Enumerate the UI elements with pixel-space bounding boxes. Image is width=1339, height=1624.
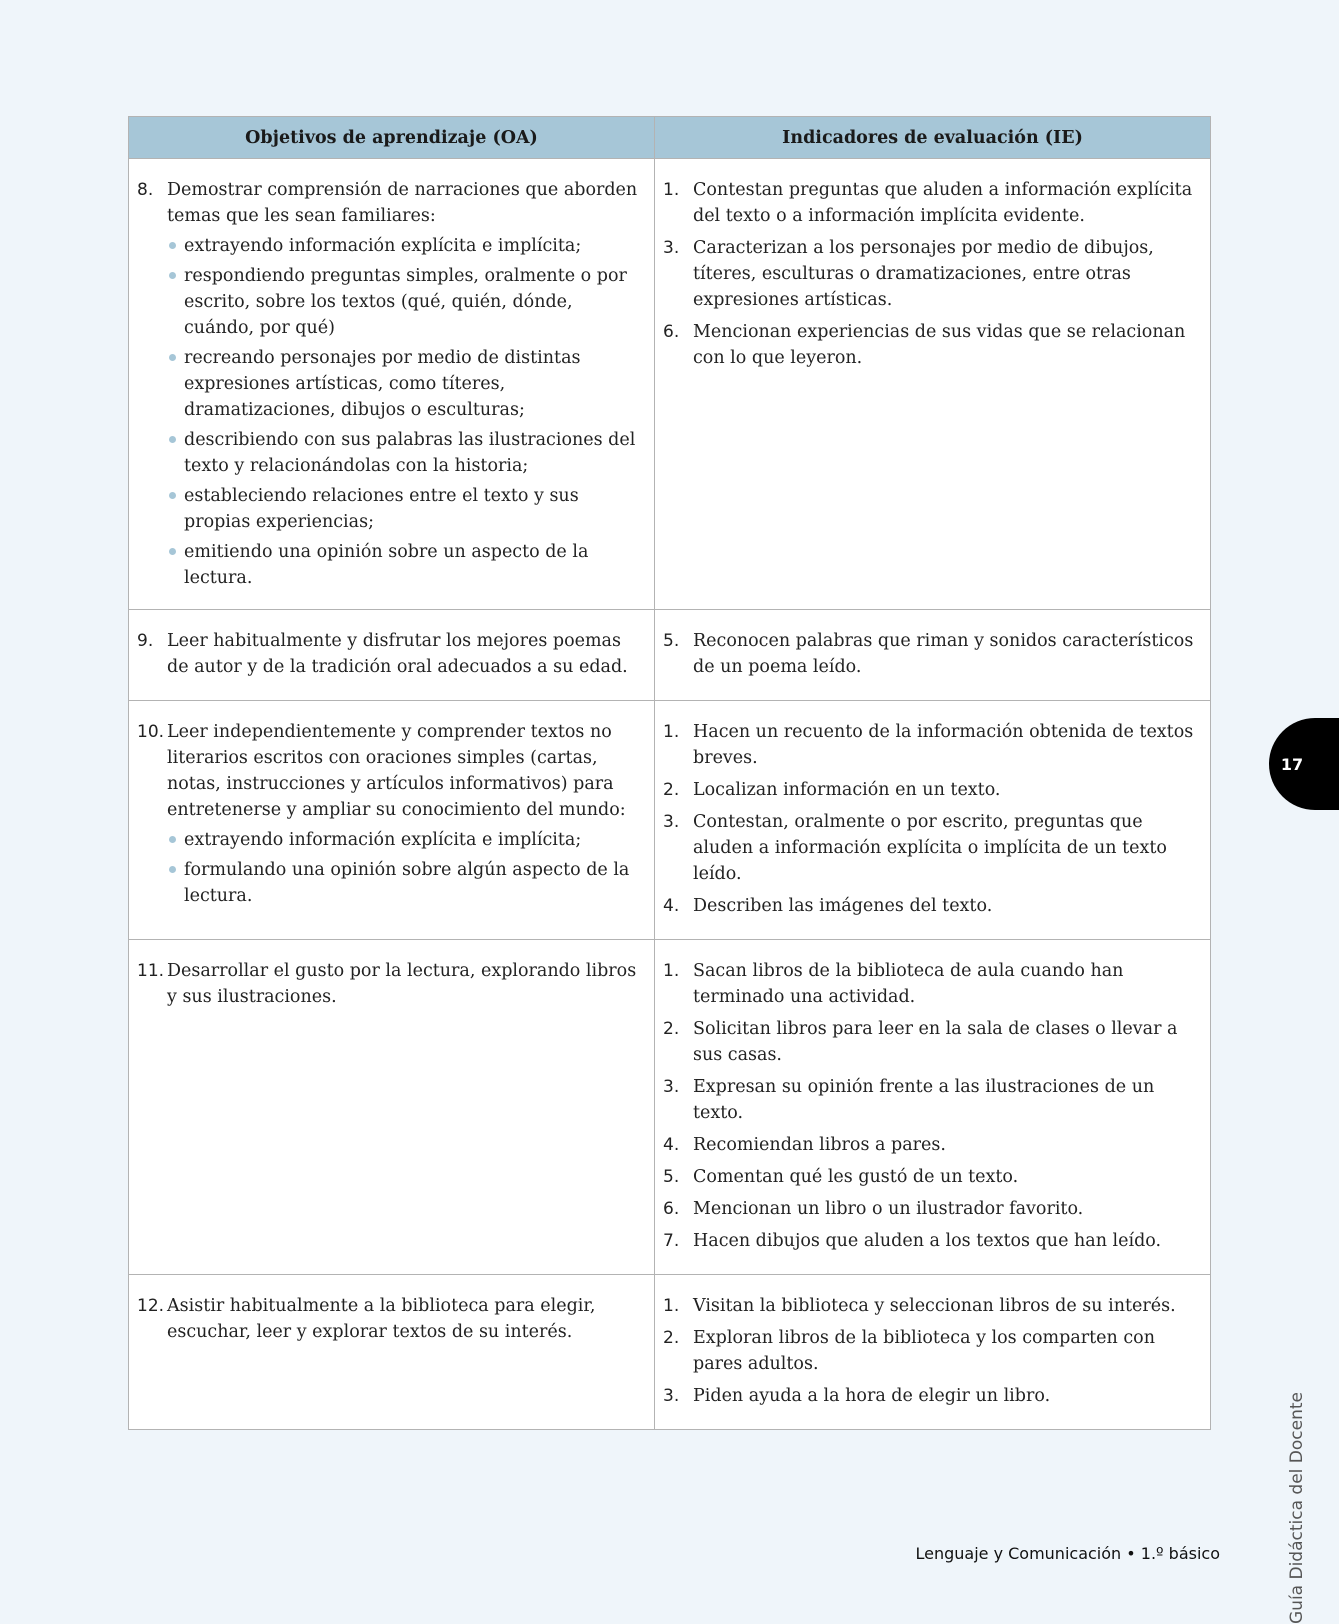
indicator-text: Hacen un recuento de la información obtenida de textos breves. <box>693 722 1194 768</box>
table-row <box>129 701 1211 940</box>
table-row <box>129 940 1211 1275</box>
indicator-list <box>663 628 1204 680</box>
indicator-text: Caracterizan a los personajes por medio de dibujos, títeres, esculturas o dramatizaciones, entre otras expresiones artísticas. <box>693 238 1154 310</box>
objective-number: 11. <box>137 961 165 981</box>
indicator-item <box>663 1383 1204 1409</box>
indicator-text: Contestan preguntas que aluden a información explícita del texto o a información implícita evidente. <box>693 180 1193 226</box>
indicator-list <box>663 719 1204 919</box>
indicator-list <box>663 1293 1204 1409</box>
objective-cell <box>129 1275 655 1430</box>
indicator-text: Mencionan experiencias de sus vidas que se relacionan con lo que leyeron. <box>693 322 1186 368</box>
objective <box>137 177 648 595</box>
indicator-item <box>663 1325 1204 1377</box>
page-number-tab: 17 <box>1269 718 1339 810</box>
indicator-number: 3. <box>663 812 680 832</box>
objective-bullets <box>167 827 648 909</box>
objective-cell <box>129 610 655 701</box>
indicator-text: Expresan su opinión frente a las ilustraciones de un texto. <box>693 1077 1155 1123</box>
objective-cell <box>129 159 655 610</box>
objective-cell <box>129 940 655 1275</box>
header-indicadores: Indicadores de evaluación (IE) <box>655 117 1211 159</box>
indicator-text: Piden ayuda a la hora de elegir un libro. <box>693 1386 1051 1406</box>
table-body <box>129 159 1211 1430</box>
indicators-cell <box>655 1275 1211 1430</box>
indicator-text: Exploran libros de la biblioteca y los comparten con pares adultos. <box>693 1328 1155 1374</box>
indicator-number: 5. <box>663 631 680 651</box>
indicator-number: 5. <box>663 1167 680 1187</box>
indicator-item <box>663 809 1204 887</box>
indicator-item <box>663 1293 1204 1319</box>
indicators-cell <box>655 701 1211 940</box>
table-row <box>129 610 1211 701</box>
indicator-number: 6. <box>663 1199 680 1219</box>
indicator-text: Sacan libros de la biblioteca de aula cuando han terminado una actividad. <box>693 961 1124 1007</box>
indicator-number: 6. <box>663 322 680 342</box>
indicator-number: 4. <box>663 1135 680 1155</box>
indicator-text: Hacen dibujos que aluden a los textos que han leído. <box>693 1231 1162 1251</box>
indicator-item <box>663 235 1204 313</box>
oa-ie-table <box>128 116 1211 1430</box>
objective-number: 10. <box>137 722 165 742</box>
indicator-text: Reconocen palabras que riman y sonidos característicos de un poema leído. <box>693 631 1194 677</box>
objective <box>137 958 648 1010</box>
objective-body <box>167 1293 648 1345</box>
indicator-item <box>663 958 1204 1010</box>
indicator-number: 1. <box>663 722 680 742</box>
indicators-cell <box>655 610 1211 701</box>
indicator-text: Solicitan libros para leer en la sala de clases o llevar a sus casas. <box>693 1019 1178 1065</box>
indicator-number: 3. <box>663 1077 680 1097</box>
objective-number: 9. <box>137 631 154 651</box>
indicator-number: 2. <box>663 1019 680 1039</box>
indicator-item <box>663 719 1204 771</box>
indicator-list <box>663 958 1204 1254</box>
objective-bullet: describiendo con sus palabras las ilustraciones del texto y relacionándolas con la historia; <box>167 427 648 479</box>
side-label: Guía Didáctica del Docente <box>1287 1392 1307 1624</box>
indicator-item <box>663 1016 1204 1068</box>
objective-text: Leer independientemente y comprender textos no literarios escritos con oraciones simples (cartas, notas, instrucciones y artículos informativos) para entretenerse y ampliar su conocimiento del mundo: <box>167 722 626 820</box>
objective <box>137 1293 648 1345</box>
indicators-cell <box>655 940 1211 1275</box>
indicator-number: 1. <box>663 961 680 981</box>
objective-text: Leer habitualmente y disfrutar los mejores poemas de autor y de la tradición oral adecuados a su edad. <box>167 631 628 677</box>
header-objetivos: Objetivos de aprendizaje (OA) <box>129 117 655 159</box>
indicator-list <box>663 177 1204 371</box>
indicators-cell <box>655 159 1211 610</box>
indicator-item <box>663 893 1204 919</box>
objective-bullet: extrayendo información explícita e implícita; <box>167 233 648 259</box>
objective-body <box>167 719 648 913</box>
objective-body <box>167 177 648 595</box>
indicator-number: 3. <box>663 238 680 258</box>
indicator-number: 7. <box>663 1231 680 1251</box>
objective-number: 12. <box>137 1296 165 1316</box>
indicator-item <box>663 1196 1204 1222</box>
indicator-text: Recomiendan libros a pares. <box>693 1135 946 1155</box>
objective-bullets <box>167 233 648 591</box>
page-footer: Lenguaje y Comunicación • 1.º básico <box>915 1544 1220 1563</box>
objective-body <box>167 628 648 680</box>
objective-bullet: estableciendo relaciones entre el texto y sus propias experiencias; <box>167 483 648 535</box>
indicator-number: 1. <box>663 1296 680 1316</box>
indicator-item <box>663 1164 1204 1190</box>
indicator-text: Contestan, oralmente o por escrito, preguntas que aluden a información explícita o implícita de un texto leído. <box>693 812 1167 884</box>
objective-bullet: extrayendo información explícita e implícita; <box>167 827 648 853</box>
indicator-text: Comentan qué les gustó de un texto. <box>693 1167 1019 1187</box>
indicator-item <box>663 1074 1204 1126</box>
indicator-text: Visitan la biblioteca y seleccionan libros de su interés. <box>693 1296 1176 1316</box>
indicator-item <box>663 628 1204 680</box>
table-row <box>129 1275 1211 1430</box>
objective-bullet: formulando una opinión sobre algún aspecto de la lectura. <box>167 857 648 909</box>
table-row <box>129 159 1211 610</box>
objective-text: Desarrollar el gusto por la lectura, explorando libros y sus ilustraciones. <box>167 961 637 1007</box>
objective-number: 8. <box>137 180 154 200</box>
indicator-number: 1. <box>663 180 680 200</box>
objective-text: Demostrar comprensión de narraciones que aborden temas que les sean familiares: <box>167 180 638 226</box>
objective-cell <box>129 701 655 940</box>
objective-text: Asistir habitualmente a la biblioteca para elegir, escuchar, leer y explorar textos de su interés. <box>167 1296 596 1342</box>
objective <box>137 719 648 913</box>
indicator-number: 4. <box>663 896 680 916</box>
indicator-text: Mencionan un libro o un ilustrador favorito. <box>693 1199 1084 1219</box>
objective-body <box>167 958 648 1010</box>
table-header-row <box>129 117 1211 159</box>
objective-bullet: recreando personajes por medio de distintas expresiones artísticas, como títeres, dramatizaciones, dibujos o esculturas; <box>167 345 648 423</box>
indicator-item <box>663 777 1204 803</box>
indicator-text: Localizan información en un texto. <box>693 780 1001 800</box>
objective <box>137 628 648 680</box>
indicator-item <box>663 319 1204 371</box>
indicator-text: Describen las imágenes del texto. <box>693 896 993 916</box>
indicator-item <box>663 1132 1204 1158</box>
indicator-number: 2. <box>663 1328 680 1348</box>
indicator-item <box>663 1228 1204 1254</box>
indicator-number: 3. <box>663 1386 680 1406</box>
indicator-item <box>663 177 1204 229</box>
objective-bullet: respondiendo preguntas simples, oralmente o por escrito, sobre los textos (qué, quién, dónde, cuándo, por qué) <box>167 263 648 341</box>
objective-bullet: emitiendo una opinión sobre un aspecto de la lectura. <box>167 539 648 591</box>
indicator-number: 2. <box>663 780 680 800</box>
